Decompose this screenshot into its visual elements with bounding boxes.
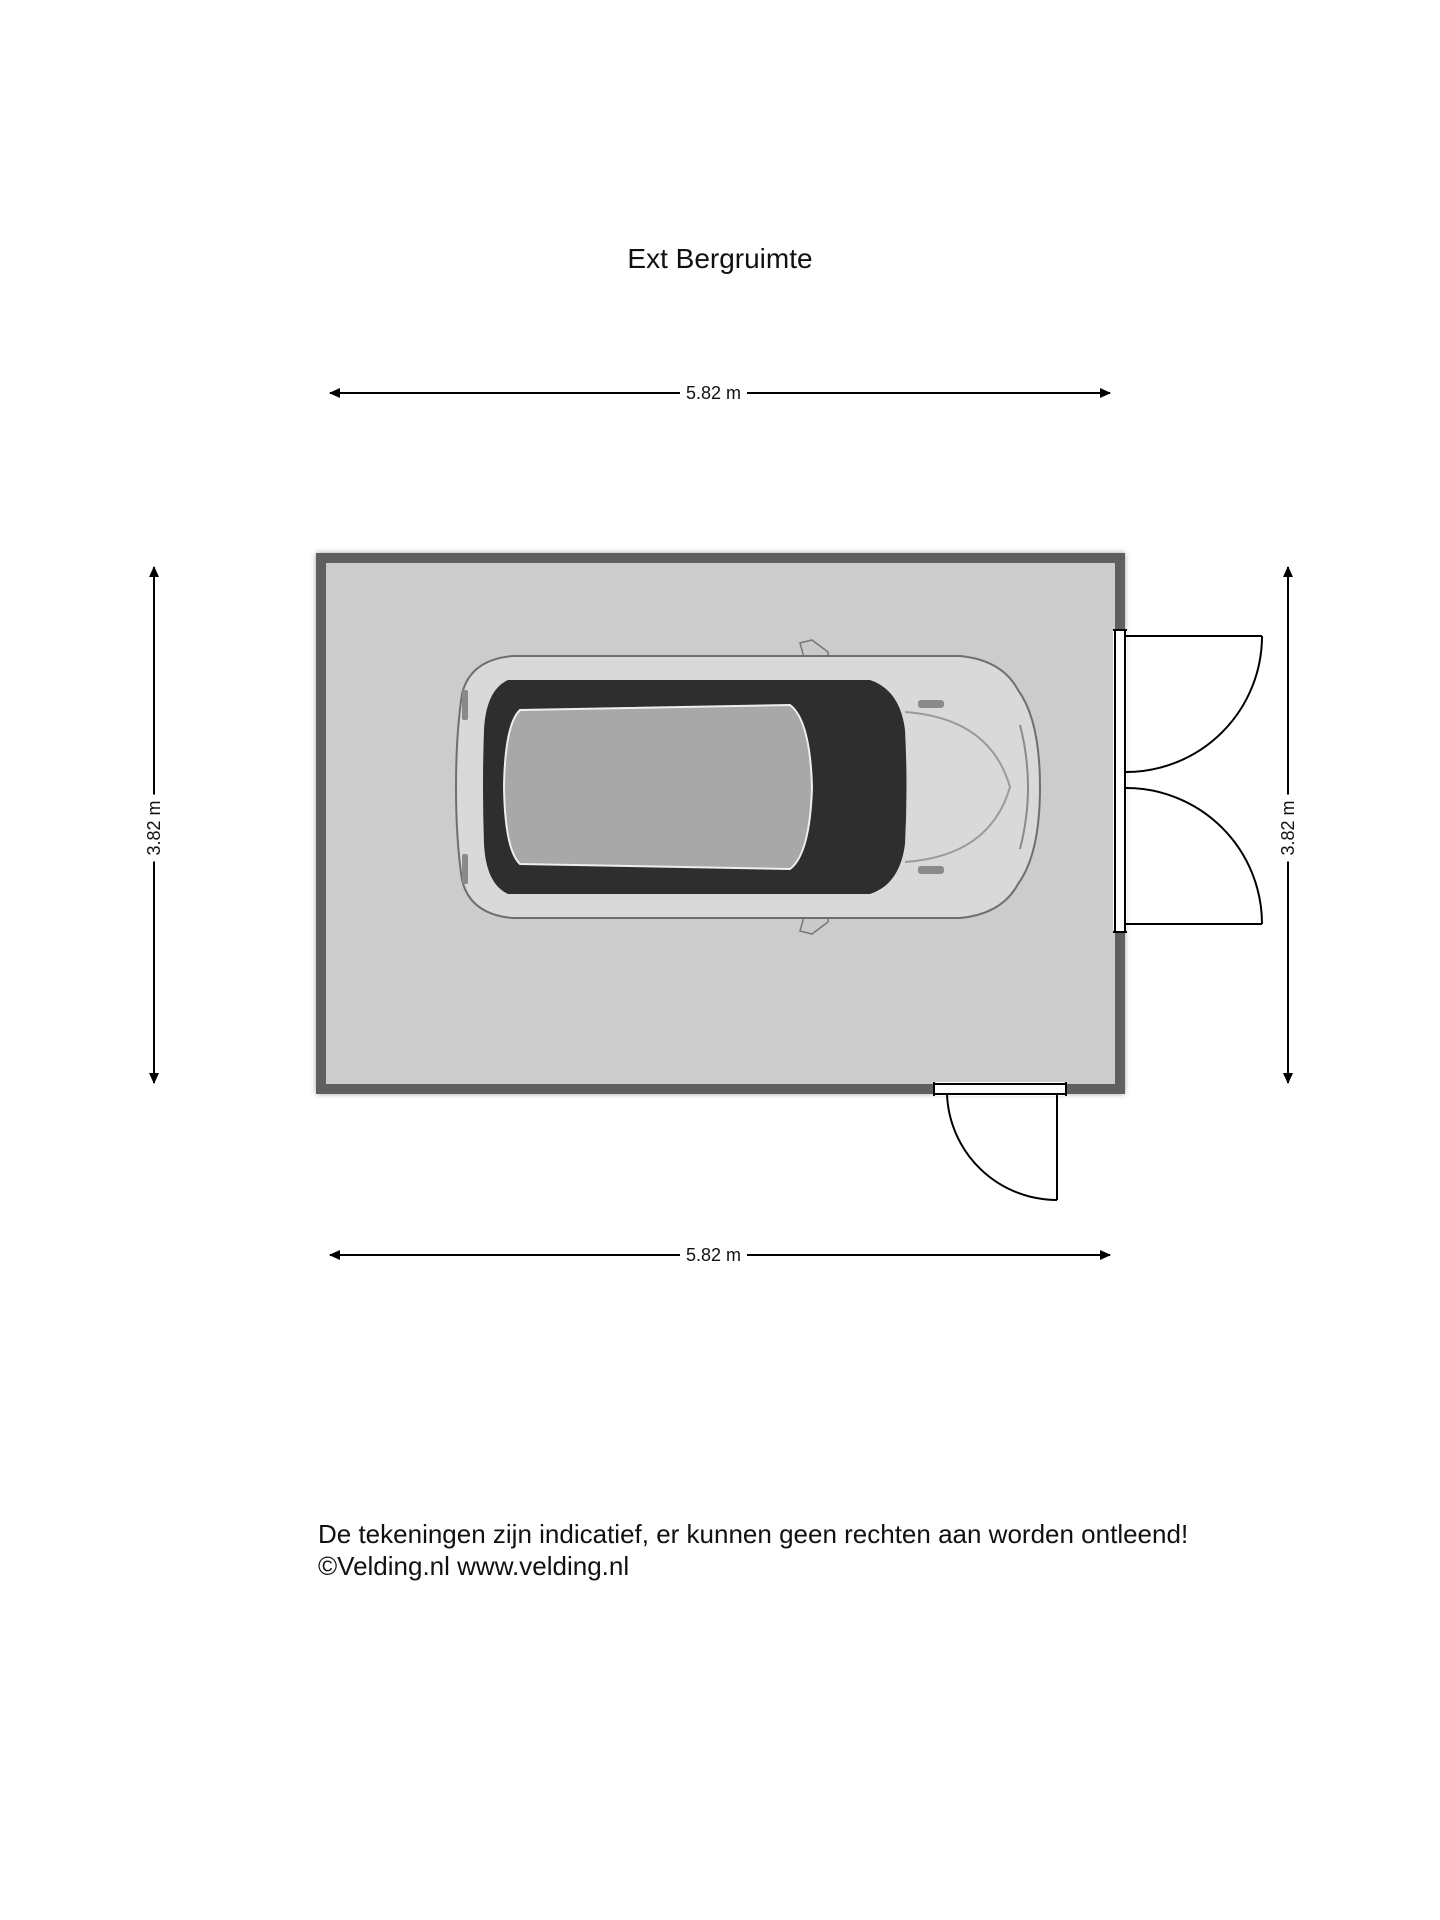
- car-icon: [456, 640, 1040, 934]
- dimension-label-bottom: 5.82 m: [680, 1245, 747, 1265]
- dimension-label-top: 5.82 m: [680, 383, 747, 403]
- single-door-icon: [934, 1082, 1066, 1200]
- floorplan-title: Ext Bergruimte: [627, 243, 813, 274]
- footer: [318, 1518, 1188, 1582]
- credit-text: ©Velding.nl www.velding.nl: [318, 1551, 630, 1581]
- dimension-label-right: 3.82 m: [1278, 794, 1298, 861]
- double-door-icon: [1113, 630, 1262, 932]
- dimension-label-left: 3.82 m: [144, 794, 164, 861]
- disclaimer-text: De tekeningen zijn indicatief, er kunnen geen rechten aan worden ontleend!: [318, 1519, 1189, 1549]
